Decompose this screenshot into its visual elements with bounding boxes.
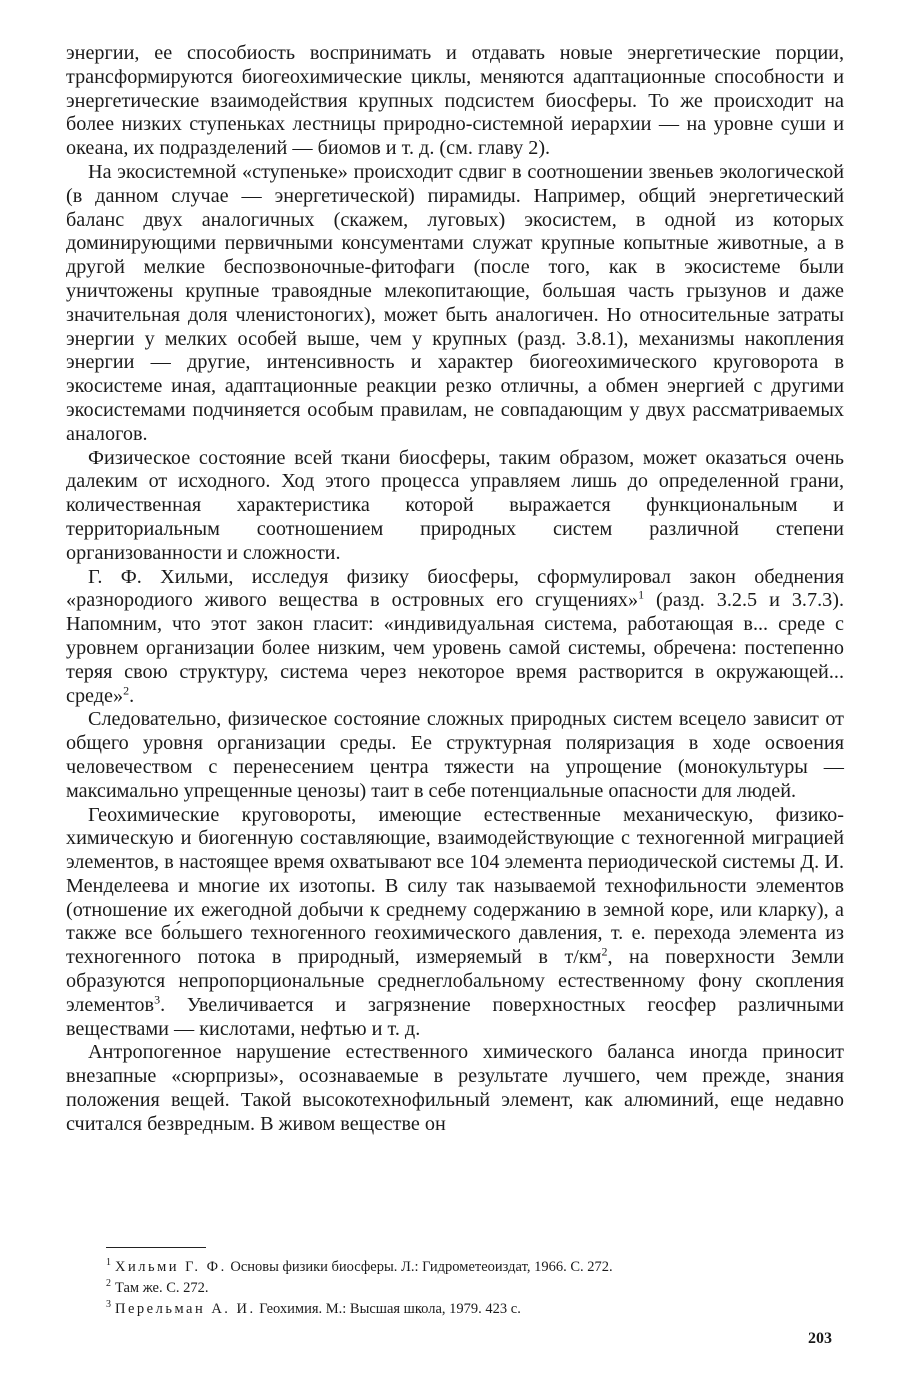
- footnote-reference[interactable]: 2: [601, 944, 608, 959]
- paragraph: [66, 42, 844, 161]
- paragraph-text: Геохимические круговороты, имеющие естественные механическую, физико-химическую и биогенную составляющие, взаимодействующие с техногенной миграцией элементов, в настоящее время охватывают все 104 элемента периодической системы Д. И. Менделеева и многие их изотопы. В силу так называемой технофильности элементов (отношение их ежегодной добычи к среднему содержанию в земной коре, или кларку), а также все бо́льшего техногенного геохимического давления, т. е. перехода элемента из техногенного потока в природный, измеряемый в т/км: [66, 803, 844, 969]
- footnote-number: 2: [106, 1278, 111, 1290]
- page-number: 203: [808, 1330, 832, 1347]
- paragraph-text: .: [129, 684, 135, 707]
- footnote-text: Там же. С. 272.: [115, 1280, 209, 1296]
- body-text: [66, 42, 844, 1137]
- footnote-divider: [106, 1247, 206, 1248]
- footnote: [106, 1299, 826, 1320]
- footnote: [106, 1278, 826, 1299]
- footnote: [106, 1257, 826, 1278]
- footnote-author: Хильми Г. Ф.: [115, 1259, 227, 1275]
- paragraph: [66, 804, 844, 1042]
- paragraph: [66, 708, 844, 803]
- paragraph-text: Г. Ф. Хильми, исследуя физику биосферы, сформулировал закон обеднения «разнородиого живого вещества в островных его сгущениях»: [66, 565, 844, 612]
- paragraph-text: . Увеличивается и загрязнение поверхностных геосфер различными веществами — кислотами, нефтью и т. д.: [66, 993, 844, 1040]
- paragraph-text: , на поверхности Земли образуются непропорциональные среднеглобальному естественному фону скопления элементов: [66, 946, 844, 1016]
- footnote-reference[interactable]: 3: [154, 992, 161, 1007]
- footnote-reference[interactable]: 2: [123, 682, 130, 697]
- paragraph-text: Антропогенное нарушение естественного химического баланса иногда приносит внезапные «сюрпризы», осознаваемые в результате лучшего, чем прежде, знания положения вещей. Такой высокотехнофильный элемент, как алюминий, еще недавно считался безвредным. В живом веществе он: [66, 1041, 844, 1135]
- paragraph-text: энергии, ее способиость воспринимать и отдавать новые энергетические порции, трансформируются биогеохимические циклы, меняются адаптационные способности и энергетические взаимодействия крупных подсистем биосферы. То же происходит на более низких ступеньках лестницы природно-системной иерархии — на уровне суши и океана, их подразделений — биомов и т. д. (см. главу 2).: [66, 42, 844, 160]
- paragraph: [66, 1041, 844, 1136]
- footnote-author: Перельман А. И.: [115, 1301, 256, 1317]
- footnote-number: 1: [106, 1257, 111, 1269]
- footnote-text: Основы физики биосферы. Л.: Гидрометеоиздат, 1966. С. 272.: [226, 1259, 613, 1275]
- paragraph-text: Физическое состояние всей ткани биосферы, таким образом, может оказаться очень далеким от исходного. Ход этого процесса управляем лишь до определенной грани, количественная характеристика которой выражается функциональным и территориальным соотношением природных систем различной степени организованности и сложности.: [66, 446, 844, 564]
- footnote-number: 3: [106, 1299, 111, 1311]
- paragraph: [66, 447, 844, 566]
- footnote-reference[interactable]: 1: [638, 587, 645, 602]
- paragraph: [66, 566, 844, 709]
- paragraph-text: Следовательно, физическое состояние сложных природных систем всецело зависит от общего уровня организации среды. Ее структурная поляризация в ходе освоения человечеством с перенесением центра тяжести на упрощение (монокультуры — максимально упрещенные ценозы) таит в себе потенциальные опасности для людей.: [66, 708, 844, 802]
- paragraph: [66, 161, 844, 447]
- paragraph-text: (разд. 3.2.5 и 3.7.3). Напомним, что этот закон гласит: «индивидуальная система, работающая в... среде с уровнем организации более низким, чем уровень самой системы, обречена: постепенно теряя свою структуру, система через некоторое время растворится в окружающей... среде»: [66, 589, 844, 707]
- footnote-text: Геохимия. М.: Высшая школа, 1979. 423 с.: [255, 1301, 521, 1317]
- paragraph-text: На экосистемной «ступеньке» происходит сдвиг в соотношении звеньев экологической (в данном случае — энергетической) пирамиды. Например, общий энергетический баланс двух аналогичных (скажем, луговых) экосистем, в одной из которых доминирующими первичными консументами служат крупные копытные животные, а в другой мелкие беспозвоночные-фитофаги (после того, как в экосистеме были уничтожены крупные травоядные млекопитающие, большая часть грызунов и даже значительная доля членистоногих), может быть аналогичен. Но относительные затраты энергии у мелких особей выше, чем у крупных (разд. 3.8.1), механизмы накопления энергии — другие, интенсивность и характер биогеохимического круговорота в экосистеме иная, адаптационные реакции резко отличны, а обмен энергией с другими экосистемами подчиняется особым правилам, не совпадающим у двух рассматриваемых аналогов.: [66, 160, 844, 445]
- footnotes: [106, 1257, 826, 1320]
